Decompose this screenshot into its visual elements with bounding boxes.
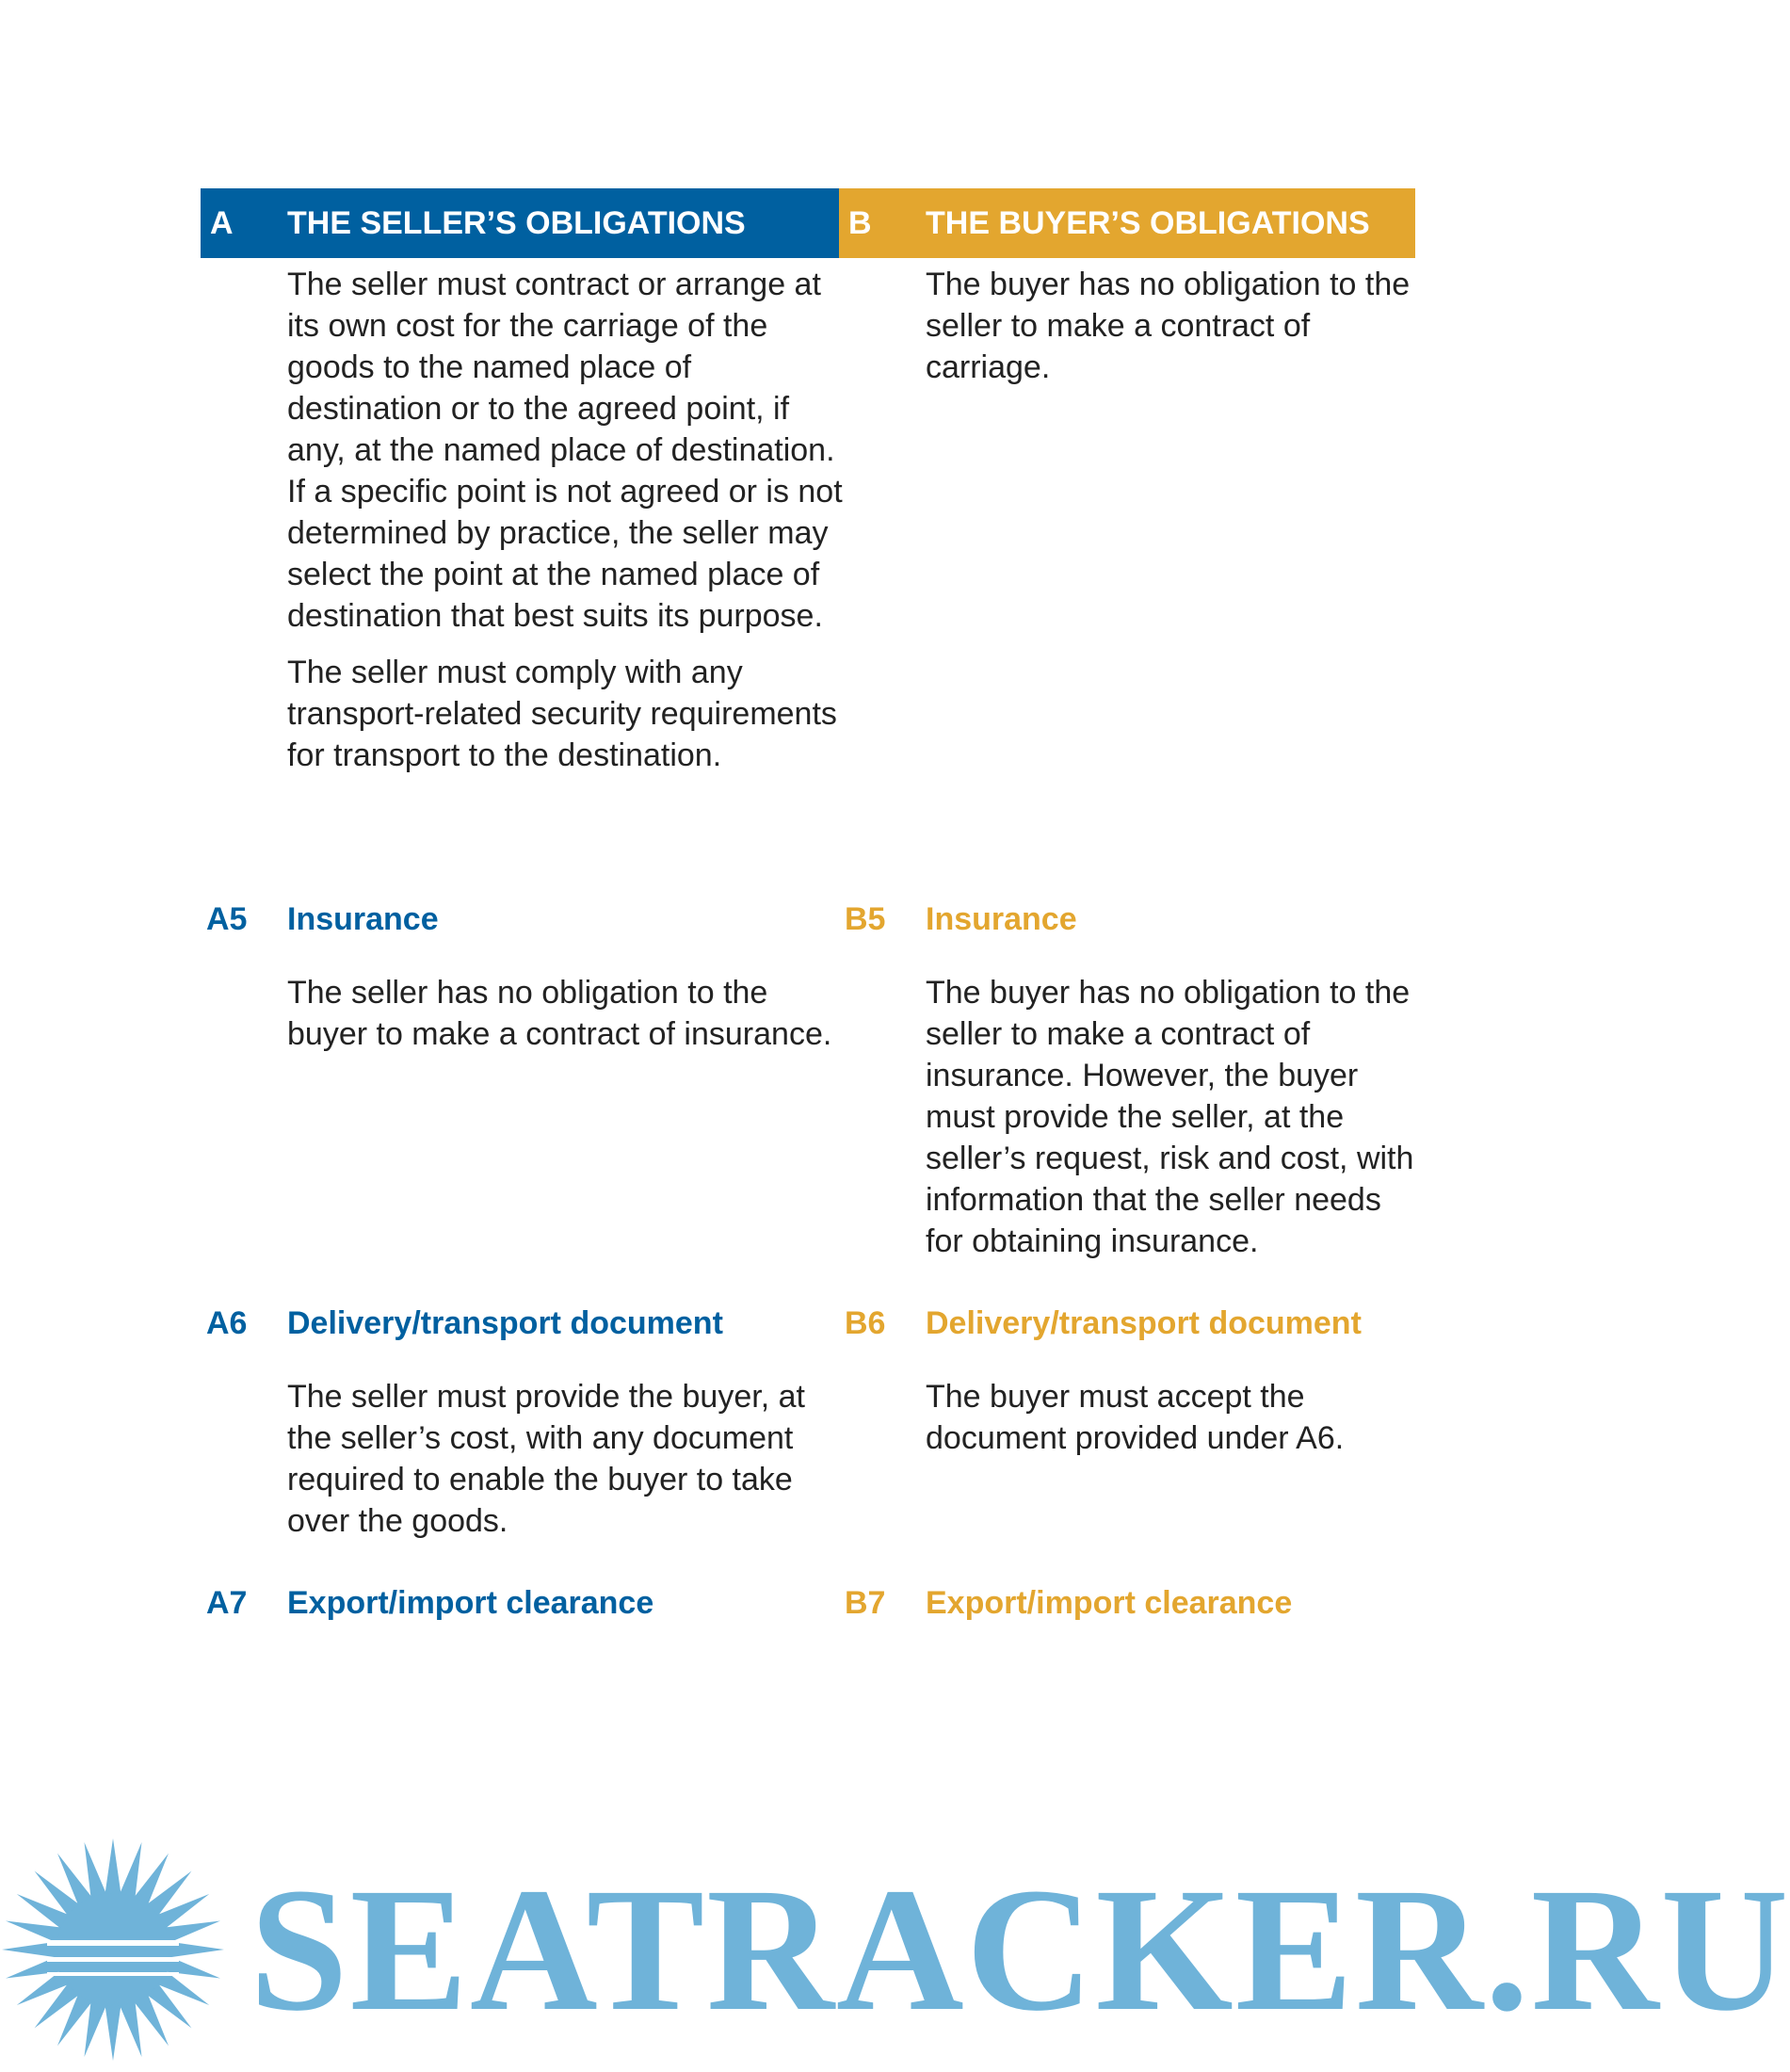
watermark [0,1827,1790,2072]
a5-paragraph: The seller has no obligation to the buyer to make a contract of insurance. [287,975,832,1052]
buyer-header-title: THE BUYER’S OBLIGATIONS [926,204,1370,241]
a5-code: A5 [206,901,248,937]
a6-text [287,1376,843,1557]
seller-header-title: THE SELLER’S OBLIGATIONS [287,204,746,241]
seller-intro-paragraph: The seller must contract or arrange at its own cost for the carriage of the goods to the named place of destination or to the agreed point, if any, at the named place of destination. If a specific point is not agreed or is not determined by practice, the seller may select the point at the named place of destination that best suits its purpose. [287,267,843,634]
a5-text [287,972,843,1070]
a6-code: A6 [206,1305,248,1341]
b5-paragraph: The buyer has no obligation to the seller to make a contract of insurance. However, the buyer must provide the seller, at the seller’s request, risk and cost, with information that the seller needs for obtaining insurance. [926,975,1414,1259]
b7-title: Export/import clearance [926,1585,1293,1621]
seller-obligations-header [201,188,839,258]
a5-title: Insurance [287,901,439,937]
b6-text [926,1376,1415,1474]
b6-paragraph: The buyer must accept the document provided under A6. [926,1379,1345,1456]
seller-intro-paragraph: The seller must comply with any transport-related security requirements for transport to the destination. [287,655,837,773]
buyer-obligations-header [839,188,1415,258]
a7-code: A7 [206,1585,248,1621]
seller-intro [287,264,843,791]
sun-icon [0,1827,245,2072]
buyer-intro [926,264,1415,403]
a6-paragraph: The seller must provide the buyer, at the seller’s cost, with any document required to enable the buyer to take over the goods. [287,1379,805,1539]
b6-title: Delivery/transport document [926,1305,1362,1341]
b6-code: B6 [845,1305,886,1341]
a6-title: Delivery/transport document [287,1305,723,1341]
b7-code: B7 [845,1585,886,1621]
buyer-intro-paragraph: The buyer has no obligation to the seller to make a contract of carriage. [926,267,1411,385]
b5-code: B5 [845,901,886,937]
buyer-letter: B [848,204,872,241]
b5-text [926,972,1415,1277]
b5-title: Insurance [926,901,1077,937]
a7-title: Export/import clearance [287,1585,654,1621]
seller-letter: A [210,204,234,241]
watermark-text: SEATRACKER.RU [250,1851,1790,2048]
